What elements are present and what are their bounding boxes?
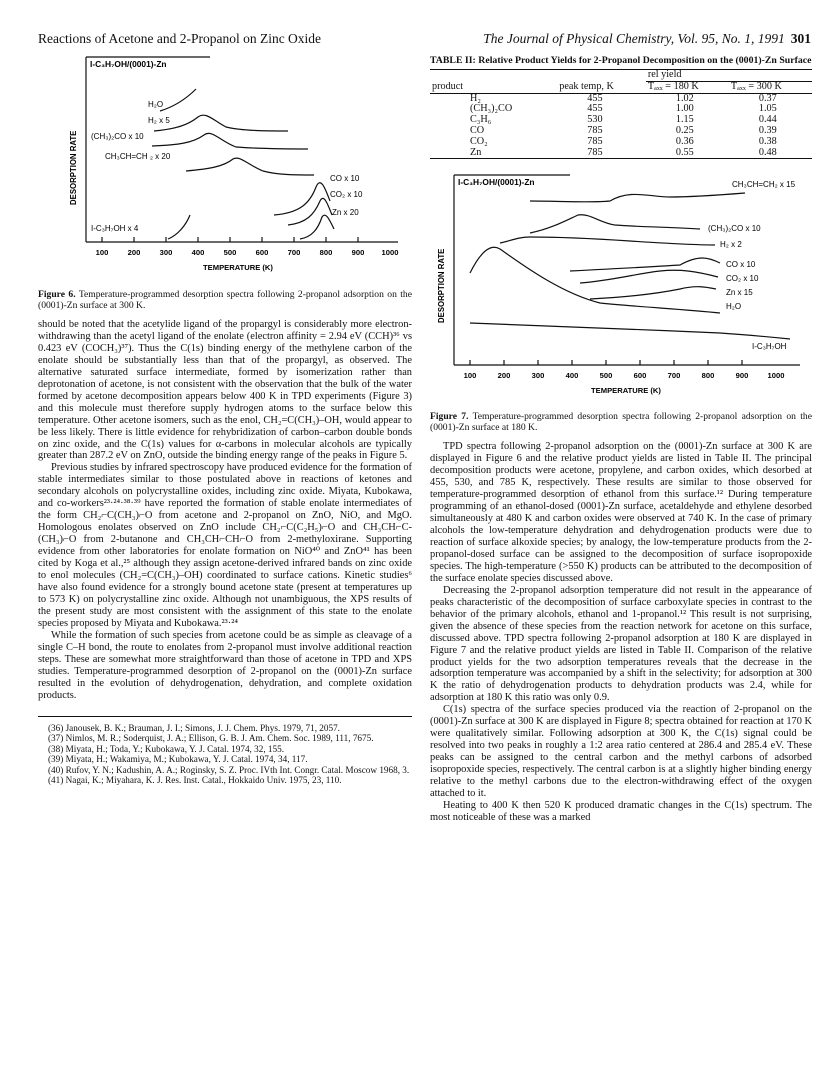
figure-7-chart [430, 173, 812, 409]
running-header-title: Reactions of Acetone and 2-Propanol on Zinc Oxide [38, 31, 322, 46]
fig6-label-h2: H₂ x 5 [148, 116, 170, 125]
fig6-tick: 300 [159, 248, 173, 257]
table-2-group-header: rel yield [647, 69, 682, 80]
figure-7-label: Figure 7. [430, 411, 469, 423]
fig7-h2o-trace [470, 248, 720, 314]
fig7-ylabel: DESORPTION RATE [437, 249, 446, 324]
fig6-label-co: CO x 10 [330, 174, 360, 183]
fig7-co2-trace [580, 271, 718, 284]
fig6-label-zn: Zn x 20 [332, 208, 359, 217]
references [38, 716, 412, 787]
fig6-tick: 1000 [381, 248, 399, 257]
fig7-tick: 600 [633, 371, 647, 381]
figure-6-label: Figure 6. [38, 289, 76, 300]
fig7-label-acetone: (CH₃)₂CO x 10 [708, 224, 761, 234]
journal-citation: The Journal of Physical Chemistry, Vol. 95, No. 1, 1991 [483, 31, 785, 46]
table-cell: 530 [587, 114, 603, 126]
fig7-co-trace [570, 258, 720, 271]
fig7-label-co: CO x 10 [726, 260, 756, 270]
table-cell: 455 [587, 92, 603, 104]
running-header-journal [483, 31, 811, 47]
table-cell: 1.02 [675, 92, 694, 104]
fig7-tick: 100 [463, 371, 477, 381]
fig7-propylene-trace [530, 193, 745, 202]
body-paragraph: While the formation of such species from acetone could be as simple as cleavage of a single C–H bond, the route to enolates from 2-propanol must involve additional reaction steps. These are somewhat more straightforward than those of acetone in TPD and XPS studies. Temperature-programmed desorption of 2-propanol on the (0001)-Zn surface resulted in the evolution of dehydrogenation, dehydration, and complete oxidation products. [38, 629, 412, 701]
fig6-zn-trace [300, 215, 334, 239]
fig6-co2-trace [288, 198, 332, 225]
table-cell: 0.48 [758, 146, 777, 158]
fig7-tick: 300 [531, 371, 545, 381]
fig6-label-propylene: CH₃CH=CH ₂ x 20 [105, 152, 171, 161]
fig7-label-zn: Zn x 15 [726, 288, 753, 298]
fig6-tick: 100 [95, 248, 109, 257]
fig7-title: I-C₃H₇OH/(0001)-Zn [458, 177, 535, 188]
table-cell: 0.44 [758, 114, 777, 126]
table-cell: 0.39 [758, 124, 777, 136]
reference-item: (38) Miyata, H.; Toda, Y.; Kubokawa, Y. J. Catal. 1974, 32, 155. [48, 743, 284, 754]
reference-item: (41) Nagai, K.; Miyahara, K. J. Res. Inst. Catal., Hokkaido Univ. 1975, 23, 110. [48, 775, 342, 786]
fig6-tick: 700 [287, 248, 301, 257]
page-number: 301 [790, 31, 811, 46]
fig6-label-acetone: (CH₃)₂CO x 10 [91, 132, 144, 141]
figure-6-caption-text: Temperature-programmed desorption spectra following 2-propanol adsorption on the (0001)-Zn surface at 300 K. [38, 289, 412, 311]
fig6-tick: 900 [351, 248, 365, 257]
table-2-title: TABLE II: Relative Product Yields for 2-Propanol Decomposition on the (0001)-Zn Surface [430, 55, 812, 66]
fig7-tick: 1000 [767, 371, 785, 381]
reference-item: (37) Nimlos, M. R.; Soderquist, J. A.; Ellison, G. B. J. Am. Chem. Soc. 1989, 111, 7675. [48, 733, 374, 744]
table-cell: 785 [587, 124, 603, 136]
table-row [430, 148, 812, 159]
reference-item: (40) Rufov, Y. N.; Kadushin, A. A.; Roginsky, S. Z. Proc. IVth Int. Congr. Catal. Moscow 1968, 3. [48, 764, 410, 775]
fig7-h2-trace [500, 237, 715, 245]
fig6-title: I-C₃H₇OH/(0001)-Zn [90, 59, 167, 69]
fig7-label-h2o: H₂O [726, 302, 742, 312]
table-cell: (CH₃)₂CO [470, 103, 513, 115]
body-paragraph: Heating to 400 K then 520 K produced dramatic changes in the C(1s) spectrum. The most noticeable of these was a marked [430, 799, 812, 823]
fig7-tick: 900 [735, 371, 749, 381]
table-cell: CO [470, 124, 485, 136]
fig6-label-alcohol: I-C₃H₇OH x 4 [91, 224, 139, 233]
table-cell: C₃H₆ [470, 114, 492, 126]
table-cell: H₂ [470, 92, 481, 104]
fig7-tick: 800 [701, 371, 715, 381]
fig6-tick: 500 [223, 248, 237, 257]
fig7-acetone-trace [530, 215, 700, 233]
figure-6-caption [38, 289, 412, 311]
table-cell: Zn [470, 146, 482, 158]
fig7-alcohol-trace [470, 323, 790, 339]
fig7-tick: 500 [599, 371, 613, 381]
left-column [38, 55, 412, 786]
table-row [430, 137, 812, 148]
fig6-label-co2: CO₂ x 10 [330, 190, 363, 199]
fig7-label-co2: CO₂ x 10 [726, 274, 759, 284]
table-cell: 0.25 [675, 124, 694, 136]
table-cell: 785 [587, 146, 603, 158]
fig6-xlabel: TEMPERATURE (K) [203, 263, 273, 272]
fig7-zn-trace [590, 287, 716, 299]
table-cell: 0.38 [758, 135, 777, 147]
table-cell: 1.05 [758, 103, 777, 115]
fig6-tick: 200 [127, 248, 141, 257]
fig6-alcohol-trace [168, 215, 190, 239]
fig7-label-h2: H₂ x 2 [720, 240, 742, 250]
body-paragraph: TPD spectra following 2-propanol adsorption on the (0001)-Zn surface at 300 K are displayed in Figure 6 and the relative product yields are listed in Table II. The principal decomposition products were acetone, propylene, and carbon oxides, which desorbed at 455, 530, and 785 K, respectively. These results are similar to those observed for temperature-programmed desorption of ethanol from this surface.¹² During temperature programming of an ethanol-dosed (0001)-Zn surface, acetaldehyde and ethylene desorbed simultaneously at 480 K and carbon oxides were observed at 740 K. In the case of primary alcohols the low-temperature dehydration and dehydrogenation products were due to reaction of surface alkoxide species; by analogy, the low-temperature products from the 2-propanol-dosed surface can be assigned to the decomposition of surface isopropoxide species. The high-temperature (>550 K) products can be attributed to the decomposition of the surface enolate species discussed above. [430, 441, 812, 584]
table-cell: 0.55 [675, 146, 694, 158]
fig6-ylabel: DESORPTION RATE [69, 130, 78, 205]
figure-7-caption-text: Temperature-programmed desorption spectra following 2-propanol adsorption on the (0001)-Zn surface at 180 K. [430, 411, 812, 434]
fig7-label-propylene: CH₃CH=CH₂ x 15 [732, 180, 796, 190]
fig6-label-h2o: H₂O [148, 100, 164, 109]
table-cell: 1.15 [675, 114, 694, 126]
table-cell: CO₂ [470, 135, 488, 147]
table-row [430, 115, 812, 126]
table-cell: 785 [587, 135, 603, 147]
fig6-tick: 800 [319, 248, 333, 257]
table-2-header: peak temp, K [559, 80, 614, 92]
figure-6-chart [38, 55, 412, 287]
body-paragraph: Decreasing the 2-propanol adsorption temperature did not result in the appearance of peaks characteristic of the decomposition of surface carboxylate species in contrast to the behavior of the primary alcohols, ethanol and 1-propanol.¹² This result is not surprising, given the absence of these species from the reaction network for acetone on this surface, discussed above. TPD spectra following 2-propanol adsorption at 180 K are displayed in Figure 7 and the relative product yields are listed in Table II. Comparison of the relative product yields for the two adsorption temperatures reveals that the decrease in the adsorption temperature was accompanied by a shift in the selectivity; for adsorption at 300 K the ratio of dehydrogenation products to dehydration products was 2.4, while for adsorption at 180 K this ratio was only 0.9. [430, 584, 812, 704]
table-cell: 0.37 [758, 92, 777, 104]
fig6-h2o-trace [160, 89, 196, 111]
fig6-tick: 600 [255, 248, 269, 257]
table-2-header: product [432, 80, 464, 92]
fig7-tick: 200 [497, 371, 511, 381]
fig6-acetone-trace [152, 133, 308, 149]
fig6-tick: 400 [191, 248, 205, 257]
table-2-header: Tₐₓₓ = 300 K [729, 81, 812, 93]
table-cell: 1.00 [675, 103, 694, 115]
reference-item: (36) Janousek, B. K.; Brauman, J. I.; Simons, J. J. Chem. Phys. 1979, 71, 2057. [48, 722, 340, 733]
body-paragraph: C(1s) spectra of the surface species produced via the reaction of 2-propanol on the (0001)-Zn surface at 300 K are displayed in Figure 8; spectra obtained for reaction at 170 K were qualitatively similar. Following adsorption at 300 K, the C(1s) signal could be resolved into two peaks in roughly a 1:2 area ratio centered at 286.4 and 285.4 eV. These peaks can be assigned to the central carbon and the methyl carbons of adsorbed isopropoxide species, respectively. The central carbon is at a slightly higher binding energy relative to the methyl carbons due to the electron-withdrawing effect of the oxygen attached to it. [430, 704, 813, 800]
right-column [430, 55, 812, 824]
table-2 [430, 69, 812, 159]
body-paragraph: should be noted that the acetylide ligand of the propargyl is considerably more electron-withdrawing than the acetyl ligand of the enolate (electron affinity = 2.94 eV (CCH)³⁶ vs 0.423 eV (COCH₃)³⁷). Thus the C(1s) binding energy of the methylene carbon of the enolate should be substantially less than that of the propargyl, as observed. The alternative saturated surface intermediate, formed by isomerization rather than deprotonation of acetone, is not consistent with the observation that the bulk of the water formed by acetone decomposition appears below 400 K in TPD experiments (Figure 3) and this molecule must therefore supply hydrogen atoms to the surface below this temperature. Other acetone isomers, such as the enol, CH₂=C(CH₃)–OH, would appear to be less likely. There is little evidence for rehybridization of carbon–carbon double bonds on zinc oxide, and the C(1s) values for α-carbons in molecular alcohols are typically greater than 287.2 eV on ZnO, outside the binding energy range of the peaks in Figure 5. [38, 319, 412, 462]
table-cell: 0.36 [675, 135, 694, 147]
fig7-xlabel: TEMPERATURE (K) [591, 386, 661, 396]
fig7-label-alcohol: I-C₃H₇OH [752, 342, 787, 352]
fig7-tick: 700 [667, 371, 681, 381]
table-cell: 455 [587, 103, 603, 115]
body-paragraph: Previous studies by infrared spectroscopy have produced evidence for the formation of stable intermediates similar to those postulated above in reactions of ketones and secondary alcohols on polycrystalline oxides, including zinc oxide. Miyata, Kubokawa, and co-workers²³·²⁴·³⁸·³⁹ have reported the formation of stable enolate intermediates of the form CH₂⌐C(CH₃)⌐O from acetone and 2-propanol on ZnO, NiO, and MgO. Homologous enolates observed on ZnO include CH₂⌐C(C₂H₅)⌐O and CH₃CH⌐C-(CH₃)⌐O from 2-butanone and CH₃CH⌐CH⌐O from 2-methyloxirane. Supporting evidence from other laboratories for enolate formation on NiO⁴⁰ and ZnO⁴¹ has been cited by Koga et al.,²⁵ although they assign acetone-derived infrared bands on zinc oxide to enol molecules (CH₂=C(CH₃)–OH) coordinated to surface cations. Kinetic studies⁶ have also found evidence for a strongly bound acetone state (present at temperatures up to 573 K) on polycrystalline zinc oxide. Although not unambiguous, the XPS results of the present study are most consistent with the assignment of this state to the enolate species proposed by Miyata and Kubokawa.²³·²⁴ [38, 462, 412, 629]
reference-item: (39) Miyata, H.; Wakamiya, M.; Kubokawa, Y. J. Catal. 1974, 34, 117. [48, 754, 308, 765]
table-2-header: Tₐₓₓ = 180 K [646, 81, 729, 93]
fig6-propylene-trace [186, 158, 314, 175]
fig7-tick: 400 [565, 371, 579, 381]
fig6-h2-trace [154, 115, 288, 131]
figure-7-caption [430, 411, 812, 433]
